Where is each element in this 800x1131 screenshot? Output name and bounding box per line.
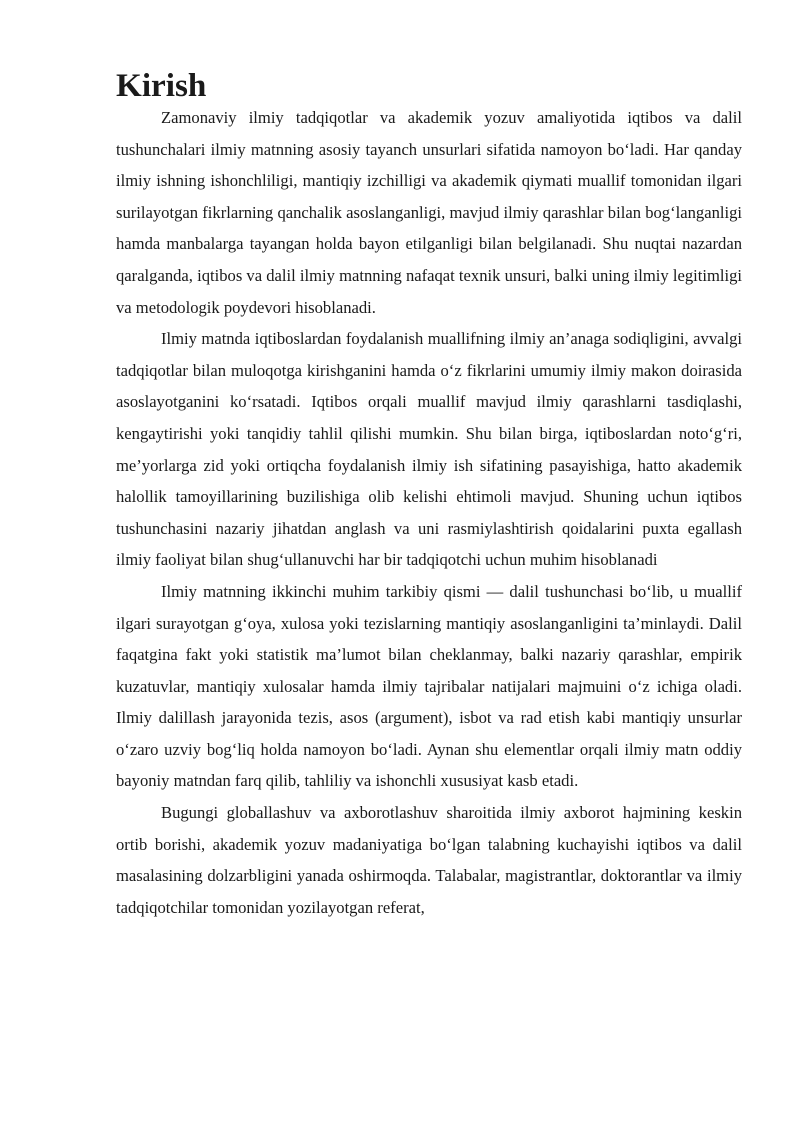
paragraph-4: Bugungi globallashuv va axborotlashuv sharoitida ilmiy axborot hajmining keskin ortib borishi, akademik yozuv madaniyatiga bo‘lgan talabning kuchayishi iqtibos va dalil masalasining dolzarbligini yanada oshirmoqda. Talabalar, magistrantlar, doktorantlar va ilmiy tadqiqotchilar tomonidan yozilayotgan referat, [116,803,742,917]
paragraph-3: Ilmiy matnning ikkinchi muhim tarkibiy qismi — dalil tushunchasi bo‘lib, u muallif ilgari surayotgan g‘oya, xulosa yoki tezislarning mantiqiy asoslanganligini ta’minlaydi. Dalil faqatgina fakt yoki statistik ma’lumot bilan cheklanmay, balki nazariy qarashlar, empirik kuzatuvlar, mantiqiy xulosalar hamda ilmiy tajribalar natijalari majmuini o‘z ichiga oladi. Ilmiy dalillash jarayonida tezis, asos (argument), isbot va rad etish kabi mantiqiy unsurlar o‘zaro uzviy bog‘liq holda namoyon bo‘ladi. Aynan shu elementlar orqali ilmiy matn oddiy bayoniy matndan farq qilib, tahliliy va ishonchli xususiyat kasb etadi. [116,581,742,791]
paragraph-1: Zamonaviy ilmiy tadqiqotlar va akademik yozuv amaliyotida iqtibos va dalil tushunchalari ilmiy matnning asosiy tayanch unsurlari sifatida namoyon bo‘ladi. Har qanday ilmiy ishning ishonchliligi, mantiqiy izchilligi va akademik qiymati muallif tomonidan ilgari surilayotgan fikrlarning qanchalik asoslanganligi, mavjud ilmiy qarashlar bilan bog‘langanligi hamda manbalarga tayangan holda bayon etilganligi bilan belgilanadi. Shu nuqtai nazardan qaralganda, iqtibos va dalil ilmiy matnning nafaqat texnik unsuri, balki uning ilmiy legitimligi va metodologik poydevori hisoblanadi. [116,108,742,317]
document-body [116,67,742,923]
paragraph-2: Ilmiy matnda iqtiboslardan foydalanish muallifning ilmiy an’anaga sodiqligini, avvalgi tadqiqotlar bilan muloqotga kirishganini hamda o‘z fikrlarini umumiy ilmiy makon doirasida asoslayotganini ko‘rsatadi. Iqtibos orqali muallif mavjud ilmiy qarashlarni tasdiqlashi, kengaytirishi yoki tanqidiy tahlil qilishi mumkin. Shu bilan birga, iqtiboslardan noto‘g‘ri, me’yorlarga zid yoki ortiqcha foydalanish ilmiy ish sifatining pasayishiga, hatto akademik halollik tamoyillarining buzilishiga olib kelishi ehtimoli mavjud. Shuning uchun iqtibos tushunchasini nazariy jihatdan anglash va uni rasmiylashtirish qoidalarini puxta egallash ilmiy faoliyat bilan shug‘ullanuvchi har bir tadqiqotchi uchun muhim hisoblanadi [116,329,742,570]
section-heading: Kirish [116,67,207,104]
